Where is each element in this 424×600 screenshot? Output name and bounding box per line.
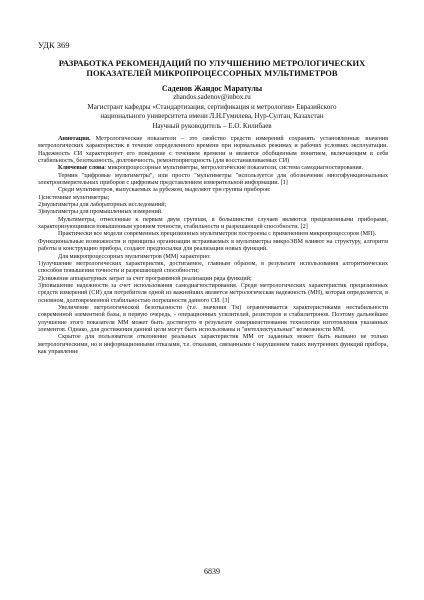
author-affiliation-line-1: Магистрант кафедры «Стандартизация, сертификация и метрология» Евразийского xyxy=(87,102,337,111)
supervisor: Научный руководитель – Е.О. Килибаев xyxy=(152,121,272,130)
abstract xyxy=(38,136,388,165)
abstract-text: Метрологические показатели – это свойство средств измерений сохранять установленные значения метрологических характеристик в течение определенного времени при нормальных режимах и рабочих условиях эксплуатации. Надежность СИ характеризует его поведение с течением времени и является обобщенным понятием, включающим в себя стабильность, безотказность, долговечность, ремонтопригодность (для восстанавливаемых СИ) xyxy=(38,136,388,165)
paragraph: Практически все модели современных прецизионных мультиметров построены с применением микропроцессоров (МП). xyxy=(58,231,377,238)
list-item: 2)снижение аппаратурных затрат за счет программной реализации ряда функций; xyxy=(38,275,252,282)
paragraph: Увеличение метрологической безотказности (т.е. значения Тм) ограничивается характеристиками нестабильности современной элементной базы, в первую очередь, - операционных усилителей, резисторов и стабилитронов. Поэтому дальнейшее улучшение этого показателя ММ может быть достигнуто в результате совершенствования технологии изготовления указанных элементов. Однако, для достижения данной цели могут быть использованы и "интеллектуальные" возможности ММ. xyxy=(38,304,388,333)
paragraph: Мультиметры, отнесенные к первым двум группам, в большинстве случаев являются прецизионными приборами, характеризующимися повышенным уровнем точности, стабильности и разрешающей способности. [2] xyxy=(38,216,388,231)
body-text xyxy=(38,136,388,356)
udk-code: УДК 369 xyxy=(38,40,70,50)
author-email: zhandos.sadenov@inbox.ru xyxy=(173,93,251,102)
list-item: 3)повышение надежности за счет использования самодиагностирования. Среди метрологических характеристик прецизионных средств измерений (СИ) для потребителя одной из важнейших является метрологическая надежность (МН), которая определяется, в основном, долговременной стабильностью погрешности данного СИ. [3] xyxy=(38,282,388,304)
paragraph: Термин "цифровые мультиметры", или просто "мультиметры "используется для обозначения многофункциональных электроизмерительных приборов с цифровым представлением измерительной информации. [1] xyxy=(38,172,388,187)
author-name: Саденов Жандос Маратулы xyxy=(161,84,263,93)
author-affiliation-line-2: национального университета имени Л.Н.Гумилева, Нур-Султан, Казахстан xyxy=(100,112,324,121)
author-block xyxy=(40,84,384,131)
paragraph: Скрытое для пользователя отклонение реальных характеристик ММ от заданных может быть вызвано не только метрологическими, но и информационными отказами, т.е. отказами, связанными с нарушением таких внутренних функций прибора, как управление xyxy=(38,334,388,355)
abstract-label: Аннотация. xyxy=(58,136,91,142)
paragraph: Среди мультиметров, выпускаемых за рубежом, выделяют три группы приборов: xyxy=(58,187,271,194)
paper-title: РАЗРАБОТКА РЕКОМЕНДАЦИЙ ПО УЛУЧШЕНИЮ МЕТРОЛОГИЧЕСКИХ ПОКАЗАТЕЛЕЙ МИКРОПРОЦЕССОРНЫХ МУЛЬТИМЕТРОВ xyxy=(58,58,366,78)
keywords xyxy=(38,165,388,172)
list-item: 1)улучшение метрологических характеристик, достигаемое, главным образом, в результате использования алгоритмических способов повышения точности и разрешающей способности; xyxy=(38,260,388,275)
list-item: 3)мультиметры для промышленных измерений. xyxy=(38,209,163,216)
list-item: 1)системные мультиметры; xyxy=(38,194,110,201)
paragraph: Функциональные возможности и принципы организации встраиваемых в мультиметры микроЭВМ влияют на структуру, алгоритм работы и конструкцию прибора, создают предпосылки для реализации новых функций. xyxy=(38,238,388,253)
keywords-text: : микропроцессорные мультиметры, метрологические показатели, система самодиагностирования. xyxy=(104,165,364,172)
page-number: 6839 xyxy=(204,567,220,576)
list-item: 2)мультиметры для лабораторных исследований; xyxy=(38,202,167,209)
keywords-label: Ключевые слова xyxy=(58,165,105,172)
paragraph: Для микропроцессорных мультиметров (ММ) характерно: xyxy=(58,253,211,260)
